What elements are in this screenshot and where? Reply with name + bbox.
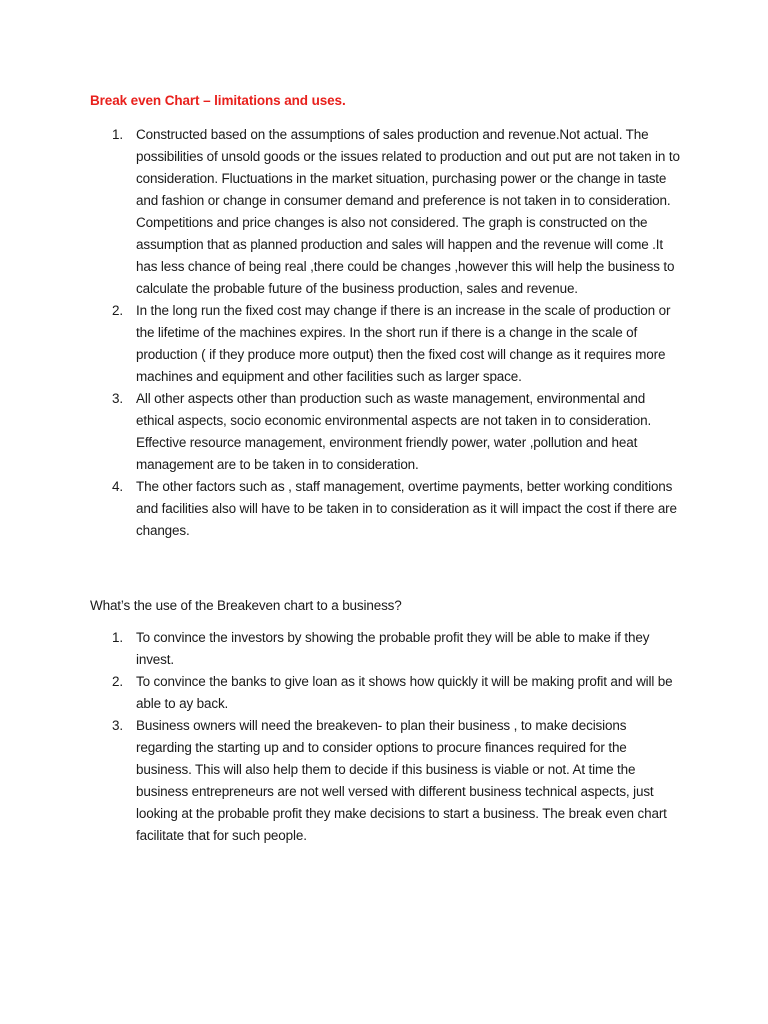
list-item-number: 2.: [112, 303, 123, 318]
uses-question: What’s the use of the Breakeven chart to a business?: [90, 598, 402, 613]
list-item: [0, 671, 768, 715]
list-item-text: Constructed based on the assumptions of sales production and revenue.Not actual. The possibilities of unsold goods or the issues related to production and out put are not taken in to consideration. Fluctuations in the market situation, purchasing power or the change in taste and fashion or change in consumer demand and preference is not taken in to consideration. Competitions and price changes is also not considered. The graph is constructed on the assumption that as planned production and sales will happen and the revenue will come .It has less chance of being real ,there could be changes ,however this will help the business to calculate the probable future of the business production, sales and revenue.: [136, 127, 680, 296]
list-item: [0, 627, 768, 671]
list-item-text: The other factors such as , staff management, overtime payments, better working conditions and facilities also will have to be taken in to consideration as it will impact the cost if there are changes.: [136, 479, 677, 538]
limitations-list: [0, 124, 768, 542]
uses-list: [0, 627, 768, 847]
list-item: [0, 388, 768, 476]
list-item-number: 1.: [112, 630, 123, 645]
list-item-text: To convince the banks to give loan as it shows how quickly it will be making profit and will be able to ay back.: [136, 674, 673, 711]
list-item-text: All other aspects other than production such as waste management, environmental and ethical aspects, socio economic environmental aspects are not taken in to consideration. Effective resource management, environment friendly power, water ,pollution and heat management are to be taken in to consideration.: [136, 391, 652, 472]
list-item-text: In the long run the fixed cost may change if there is an increase in the scale of production or the lifetime of the machines expires. In the short run if there is a change in the scale of production ( if they produce more output) then the fixed cost will change as it requires more machines and equipment and other facilities such as larger space.: [136, 303, 671, 384]
list-item-number: 3.: [112, 718, 123, 733]
list-item-number: 1.: [112, 127, 123, 142]
list-item: [0, 715, 768, 847]
list-item: [0, 124, 768, 300]
list-item: [0, 300, 768, 388]
list-item-text: To convince the investors by showing the probable profit they will be able to make if they invest.: [136, 630, 650, 667]
list-item: [0, 476, 768, 542]
list-item-number: 4.: [112, 479, 123, 494]
list-item-text: Business owners will need the breakeven- to plan their business , to make decisions regarding the starting up and to consider options to procure finances required for the business. This will also help them to decide if this business is viable or not. At time the business entrepreneurs are not well versed with different business technical aspects, just looking at the probable profit they make decisions to start a business. The break even chart facilitate that for such people.: [136, 718, 667, 843]
list-item-number: 2.: [112, 674, 123, 689]
list-item-number: 3.: [112, 391, 123, 406]
document-heading: Break even Chart – limitations and uses.: [90, 93, 346, 108]
